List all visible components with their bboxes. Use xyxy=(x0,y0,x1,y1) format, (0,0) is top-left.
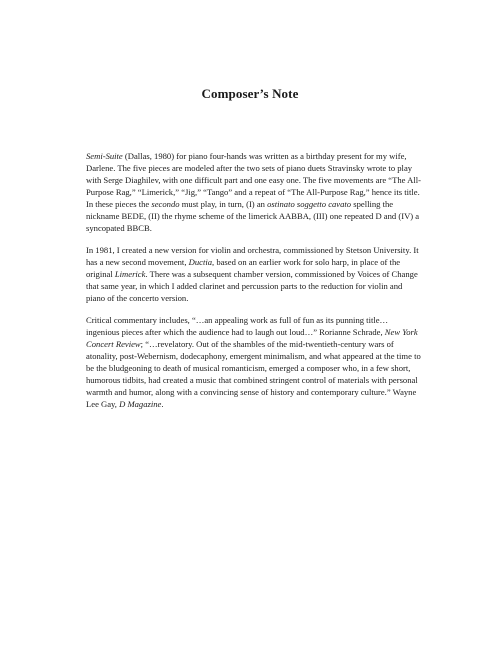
page-title: Composer’s Note xyxy=(201,86,299,101)
paragraph-versions xyxy=(86,244,422,304)
document-body xyxy=(86,150,422,420)
text-segment: Critical commentary includes, “…an appealing work as full of fun as its punning title… ingenious pieces after which the audience had to laugh out loud…” Rorianne Schrade, xyxy=(86,315,389,337)
text-segment: D Magazine xyxy=(119,399,162,409)
text-segment: (Dallas, 1980) for piano four-hands was written as a birthday present for my wife, Darlene. The five pieces are modeled after the two sets of piano duets Stravinsky wrote to play with Serge Diaghilev, with one difficult part and one easy one. The five movements are “The All-Purpose Rag,” “Limerick,” “Jig,” “Tango” and a repeat of “The All-Purpose Rag,” hence its title. In these pieces the xyxy=(86,151,421,209)
text-segment: . There was a subsequent chamber version, commissioned by Voices of Change that same year, in which I added clarinet and percussion parts to the reduction for violin and piano of the concerto version. xyxy=(86,269,418,303)
text-segment: must play, in turn, (I) an xyxy=(179,199,268,209)
text-segment: Limerick xyxy=(114,269,146,279)
text-segment: New York Concert Review xyxy=(86,327,418,349)
paragraph-semi-suite xyxy=(86,150,422,234)
text-segment: , based on an earlier work for solo harp, in place of the original xyxy=(86,257,401,279)
text-segment: ; “…revelatory. Out of the shambles of the mid-twentieth-century wars of atonality, post-Webernism, dodecaphony, emergent minimalism, and what appeared at the time to be the bludgeoning to death of musical romanticism, emerged a composer who, in a few short, humorous tidbits, had created a music that combined stringent control of materials with personal warmth and humor, along with a convincing sense of history and contemporary culture.” Wayne Lee Gay, xyxy=(86,339,421,409)
paragraph-critical-commentary xyxy=(86,314,422,410)
text-segment: spelling the nickname BEDE, (II) the rhyme scheme of the limerick AABBA, (III) one repeated D and (IV) a syncopated BBCB. xyxy=(86,199,420,233)
text-segment: Semi-Suite xyxy=(86,151,123,161)
text-segment: . xyxy=(161,399,164,409)
text-segment: ostinato soggetto cavato xyxy=(267,199,352,209)
text-segment: In 1981, I created a new version for violin and orchestra, commissioned by Stetson University. It has a new second movement, xyxy=(86,245,419,267)
text-segment: secondo xyxy=(151,199,180,209)
text-segment: Ductia xyxy=(188,257,213,267)
